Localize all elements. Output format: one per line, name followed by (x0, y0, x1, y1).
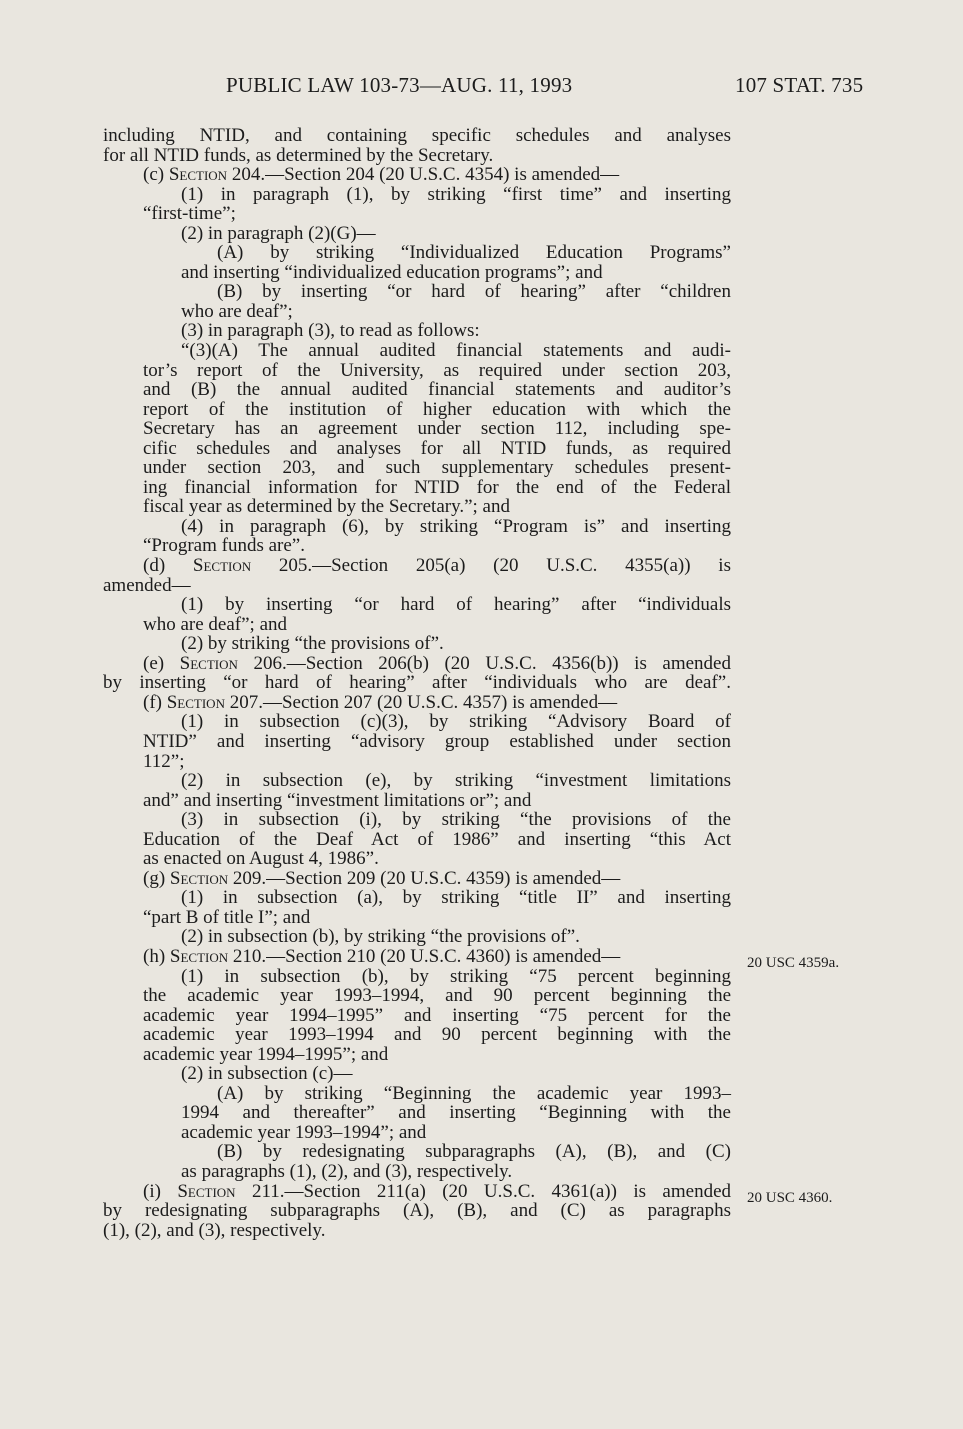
text-line: NTID” and inserting “advisory group established under section (143, 730, 731, 752)
text-line: amended— (103, 574, 191, 596)
section-heading-line: (i) Section 211.—Section 211(a) (20 U.S.C. 4361(a)) is amended (143, 1180, 732, 1202)
section-heading-line: (e) Section 206.—Section 206(b) (20 U.S.C. 4356(b)) is amended (143, 652, 731, 674)
text-line: (1) in subsection (b), by striking “75 percent beginning (181, 965, 731, 987)
text-line: report of the institution of higher education with which the (143, 398, 731, 420)
text-line: 1994 and thereafter” and inserting “Beginning with the (181, 1102, 731, 1124)
text-line: (1) in subsection (a), by striking “title II” and inserting (181, 887, 731, 909)
text-line: under section 203, and such supplementary schedules present- (143, 457, 731, 479)
margin-citation-note: 20 USC 4359a. (747, 955, 840, 971)
text-line: 112”; (143, 750, 185, 772)
text-line: (2) in subsection (e), by striking “investment limitations (181, 770, 731, 792)
margin-citation-note: 20 USC 4360. (747, 1190, 833, 1206)
text-line: (1) in paragraph (1), by striking “first time” and inserting (181, 183, 731, 205)
text-line: academic year 1994–1995” and inserting “75 percent for the (143, 1004, 731, 1026)
text-line: (2) by striking “the provisions of”. (181, 633, 444, 655)
text-line: “(3)(A) The annual audited financial statements and audi- (181, 340, 731, 362)
section-label: Section (168, 164, 228, 186)
running-header-title: PUBLIC LAW 103-73—AUG. 11, 1993 (226, 73, 573, 97)
text-line: by inserting “or hard of hearing” after “individuals who are deaf”. (103, 672, 731, 694)
section-label: Section (169, 945, 229, 967)
text-line: academic year 1994–1995”; and (143, 1043, 389, 1065)
text-line: the academic year 1993–1994, and 90 percent beginning the (143, 985, 731, 1007)
statute-body (103, 126, 731, 1240)
section-label: Section (166, 691, 225, 713)
text-line: cific schedules and analyses for all NTID funds, as required (143, 437, 731, 459)
section-label: Section (177, 1180, 236, 1202)
section-label: Section (179, 652, 238, 674)
text-line: fiscal year as determined by the Secretary.”; and (143, 496, 510, 518)
text-line: (A) by striking “Individualized Education Programs” (217, 242, 731, 264)
text-line: and” and inserting “investment limitations or”; and (143, 789, 532, 811)
running-header-page-number: 107 STAT. 735 (735, 73, 864, 97)
text-line: (3) in paragraph (3), to read as follows: (181, 320, 480, 342)
text-line: who are deaf”; (181, 300, 293, 322)
text-line: as enacted on August 4, 1986”. (143, 848, 379, 870)
text-line: academic year 1993–1994”; and (181, 1121, 427, 1143)
section-heading-line: (d) Section 205.—Section 205(a) (20 U.S.C. 4355(a)) is (143, 555, 731, 577)
text-line: for all NTID funds, as determined by the Secretary. (103, 144, 494, 166)
text-line: “first-time”; (143, 203, 236, 225)
text-line: by redesignating subparagraphs (A), (B), and (C) as paragraphs (103, 1200, 731, 1222)
text-line: (2) in subsection (b), by striking “the provisions of”. (181, 926, 580, 948)
text-line: as paragraphs (1), (2), and (3), respectively. (181, 1160, 513, 1182)
text-line: (1), (2), and (3), respectively. (103, 1219, 326, 1241)
section-heading-line: (f) Section 207.—Section 207 (20 U.S.C. 4357) is amended— (143, 691, 618, 713)
text-line: (B) by inserting “or hard of hearing” after “children (217, 281, 731, 303)
section-heading-line: (h) Section 210.—Section 210 (20 U.S.C. 4360) is amended— (143, 945, 621, 967)
text-line: (2) in paragraph (2)(G)— (181, 222, 376, 244)
text-line: (2) in subsection (c)— (181, 1063, 353, 1085)
text-line: Secretary has an agreement under section 112, including spe- (143, 418, 731, 440)
section-heading-line: (g) Section 209.—Section 209 (20 U.S.C. 4359) is amended— (143, 867, 621, 889)
text-line: “Program funds are”. (143, 535, 305, 557)
text-line: (4) in paragraph (6), by striking “Program is” and inserting (181, 515, 731, 537)
text-line: (1) in subsection (c)(3), by striking “Advisory Board of (181, 711, 731, 733)
section-heading-line: (c) Section 204.—Section 204 (20 U.S.C. 4354) is amended— (143, 164, 620, 186)
text-line: (3) in subsection (i), by striking “the provisions of the (181, 809, 731, 831)
text-line: who are deaf”; and (143, 613, 288, 635)
text-line: tor’s report of the University, as required under section 203, (143, 359, 731, 381)
text-line: and inserting “individualized education programs”; and (181, 261, 603, 283)
text-line: ing financial information for NTID for the end of the Federal (143, 476, 731, 498)
text-line: academic year 1993–1994 and 90 percent beginning with the (143, 1024, 731, 1046)
text-line: Education of the Deaf Act of 1986” and inserting “this Act (143, 828, 731, 850)
section-label: Section (192, 555, 252, 577)
text-line: (A) by striking “Beginning the academic year 1993– (217, 1082, 731, 1104)
text-line: (1) by inserting “or hard of hearing” after “individuals (181, 594, 731, 616)
text-line: and (B) the annual audited financial statements and auditor’s (143, 379, 731, 401)
text-line: “part B of title I”; and (143, 906, 311, 928)
text-line: including NTID, and containing specific schedules and analyses (103, 125, 731, 146)
section-label: Section (169, 867, 229, 889)
text-line: (B) by redesignating subparagraphs (A), (B), and (C) (217, 1141, 731, 1163)
